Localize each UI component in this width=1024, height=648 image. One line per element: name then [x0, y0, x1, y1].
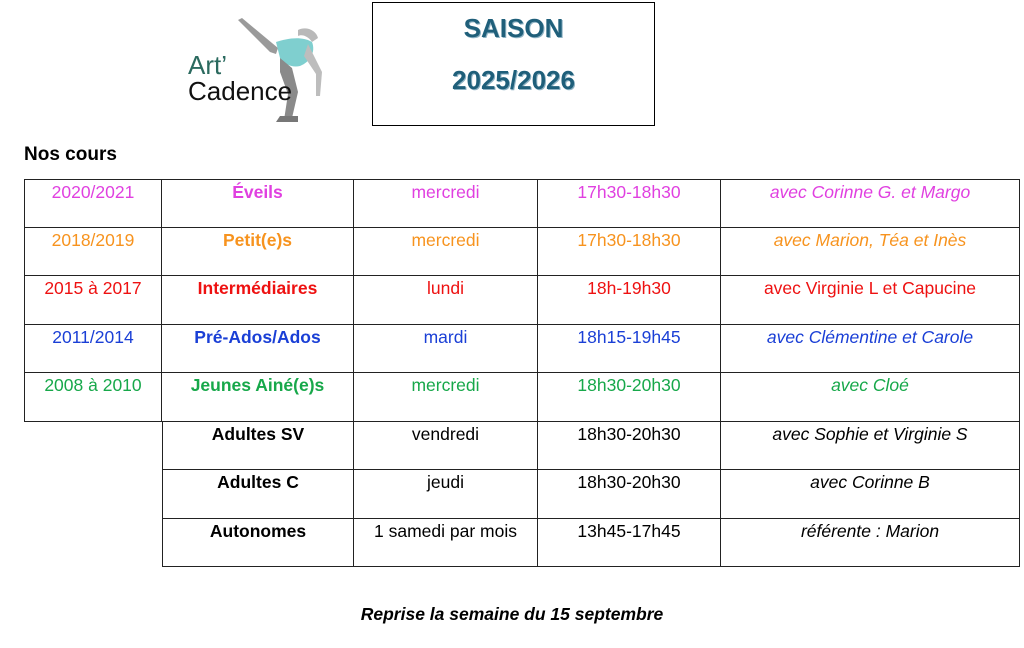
logo-line-2: Cadence	[188, 76, 293, 106]
cell-teacher: avec Cloé	[721, 373, 1020, 422]
cell-teacher: avec Marion, Téa et Inès	[721, 228, 1020, 276]
cell-name: Adultes C	[162, 470, 354, 519]
cell-name: Jeunes Ainé(e)s	[162, 373, 354, 422]
art-cadence-logo	[180, 12, 330, 124]
logo-line-1: Art’	[188, 50, 227, 80]
cell-day: mardi	[354, 325, 538, 373]
season-years: 2025/2026	[452, 65, 575, 95]
cell-time: 17h30-18h30	[538, 228, 721, 276]
cell-day: mercredi	[354, 179, 538, 228]
cell-day: vendredi	[354, 422, 538, 470]
cell-name: Intermédiaires	[162, 276, 354, 325]
cell-teacher: avec Virginie L et Capucine	[721, 276, 1020, 325]
cell-time: 18h30-20h30	[538, 373, 721, 422]
cell-year: 2008 à 2010	[24, 373, 162, 422]
cell-day: 1 samedi par mois	[354, 519, 538, 567]
cell-year: 2015 à 2017	[24, 276, 162, 325]
cell-time: 18h30-20h30	[538, 422, 721, 470]
season-label: SAISON	[463, 13, 564, 43]
resumption-note: Reprise la semaine du 15 septembre	[360, 604, 664, 624]
cell-teacher: avec Corinne G. et Margo	[721, 179, 1020, 228]
cell-teacher: avec Corinne B	[721, 470, 1020, 519]
cell-time: 18h-19h30	[538, 276, 721, 325]
cell-day: mercredi	[354, 373, 538, 422]
cell-name: Pré-Ados/Ados	[162, 325, 354, 373]
section-title: Nos cours	[24, 144, 117, 165]
cell-day: lundi	[354, 276, 538, 325]
cell-time: 17h30-18h30	[538, 179, 721, 228]
cell-name: Petit(e)s	[162, 228, 354, 276]
cell-year: 2011/2014	[24, 325, 162, 373]
cell-name: Éveils	[162, 179, 354, 228]
cell-teacher: avec Clémentine et Carole	[721, 325, 1020, 373]
cell-name: Autonomes	[162, 519, 354, 567]
cell-time: 18h30-20h30	[538, 470, 721, 519]
cell-teacher: référente : Marion	[721, 519, 1020, 567]
cell-year: 2020/2021	[24, 179, 162, 228]
cell-teacher: avec Sophie et Virginie S	[721, 422, 1020, 470]
season-header-box	[372, 2, 655, 126]
cell-time: 18h15-19h45	[538, 325, 721, 373]
cell-time: 13h45-17h45	[538, 519, 721, 567]
cell-day: jeudi	[354, 470, 538, 519]
cell-year: 2018/2019	[24, 228, 162, 276]
cell-day: mercredi	[354, 228, 538, 276]
cell-name: Adultes SV	[162, 422, 354, 470]
